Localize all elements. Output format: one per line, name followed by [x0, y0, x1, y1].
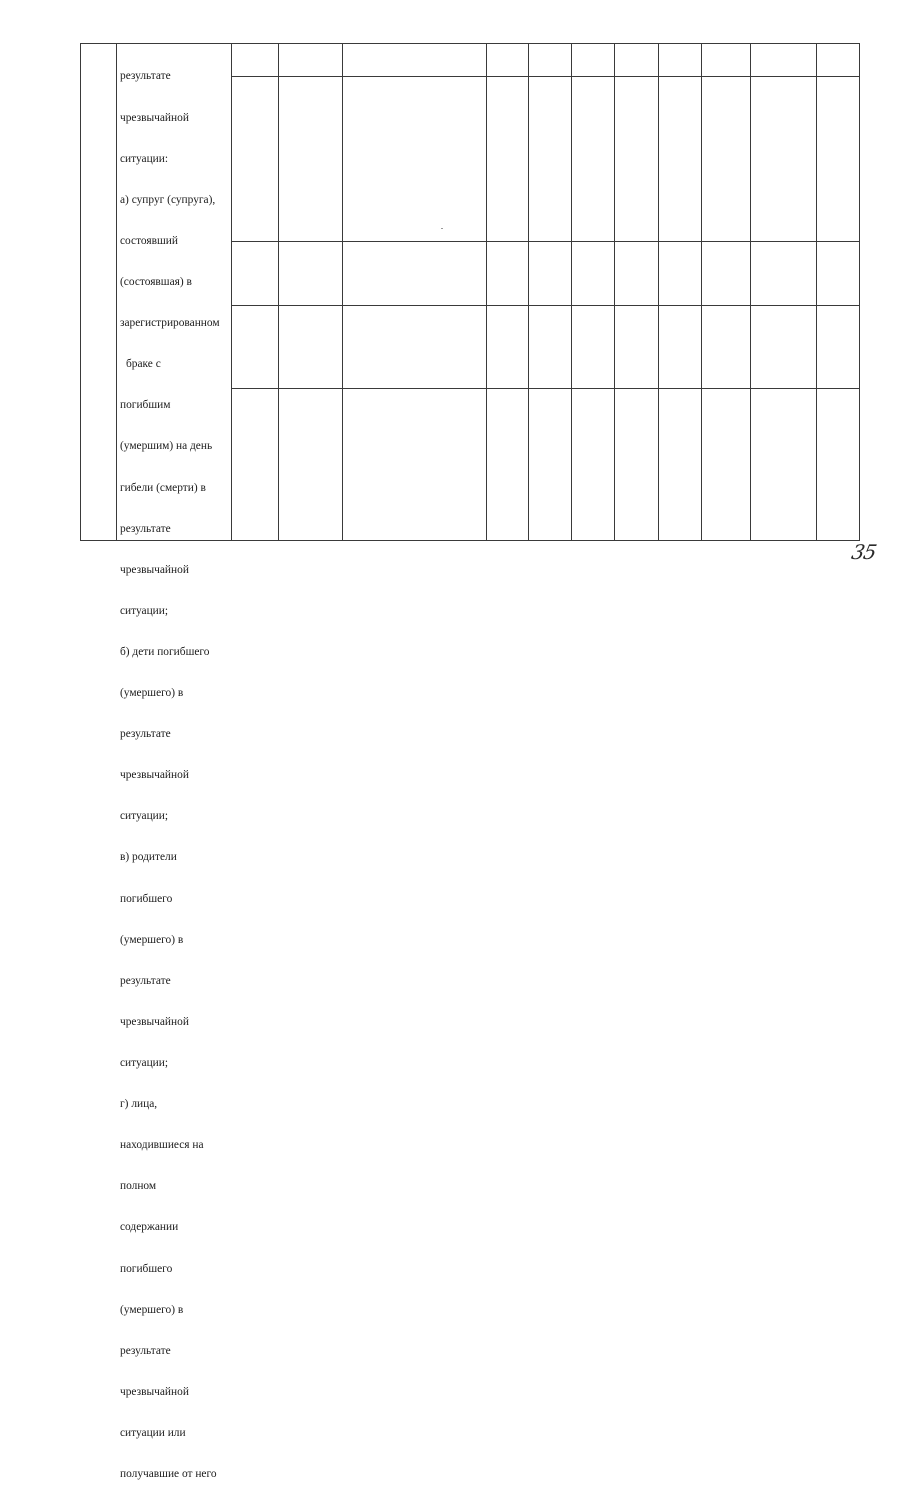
label-line: ситуации или: [120, 1427, 186, 1440]
table-column-rule: [80, 43, 81, 540]
label-line: погибшим: [120, 399, 171, 412]
label-line: (умершим) на день: [120, 440, 213, 453]
table-column-rule: [859, 43, 860, 540]
label-line: погибшего: [120, 1262, 173, 1275]
table-column-rule: [816, 43, 817, 540]
page-number: 35: [849, 540, 879, 564]
label-line: г) лица,: [120, 1098, 158, 1111]
table-row-rule: [231, 241, 860, 242]
label-line: зарегистрированном: [120, 317, 220, 330]
table-column-rule: [571, 43, 572, 540]
table-label-cell: [120, 43, 232, 1509]
label-line: состоявший: [120, 234, 178, 247]
label-line: результате: [120, 522, 171, 535]
table-column-rule: [614, 43, 615, 540]
label-line: (умершего) в: [120, 687, 184, 700]
label-line: чрезвычайной: [120, 111, 189, 124]
table-row-rule: [231, 305, 860, 306]
label-line: содержании: [120, 1221, 179, 1234]
table-column-rule: [701, 43, 702, 540]
label-line: результате: [120, 1344, 171, 1357]
label-line: (умершего) в: [120, 933, 184, 946]
table-column-rule: [750, 43, 751, 540]
label-line: результате: [120, 70, 171, 83]
label-line: (состоявшая) в: [120, 275, 192, 288]
label-line: находившиеся на: [120, 1139, 204, 1152]
label-line: в) родители: [120, 851, 177, 864]
table-column-rule: [278, 43, 279, 540]
label-line: результате: [120, 728, 171, 741]
label-line: гибели (смерти) в: [120, 481, 206, 494]
table-row-rule: [231, 388, 860, 389]
label-line: а) супруг (супруга),: [120, 193, 216, 206]
label-line: чрезвычайной: [120, 563, 189, 576]
label-line: ситуации;: [120, 604, 169, 617]
scan-speck: [441, 228, 443, 229]
label-line: б) дети погибшего: [120, 645, 210, 658]
label-line: чрезвычайной: [120, 1385, 189, 1398]
table-column-rule: [658, 43, 659, 540]
label-line: ситуации;: [120, 1057, 169, 1070]
table-column-rule: [116, 43, 117, 540]
table-column-rule: [342, 43, 343, 540]
label-line: (умершего) в: [120, 1303, 184, 1316]
label-line: погибшего: [120, 892, 173, 905]
label-line: результате: [120, 974, 171, 987]
table-column-rule: [528, 43, 529, 540]
label-line: ситуации:: [120, 152, 169, 165]
label-line: браке с: [126, 358, 161, 371]
label-line: получавшие от него: [120, 1468, 217, 1481]
label-line: чрезвычайной: [120, 1015, 189, 1028]
table-row-rule: [231, 76, 860, 77]
label-line: полном: [120, 1180, 157, 1193]
label-line: чрезвычайной: [120, 769, 189, 782]
table-column-rule: [486, 43, 487, 540]
label-line: ситуации;: [120, 810, 169, 823]
